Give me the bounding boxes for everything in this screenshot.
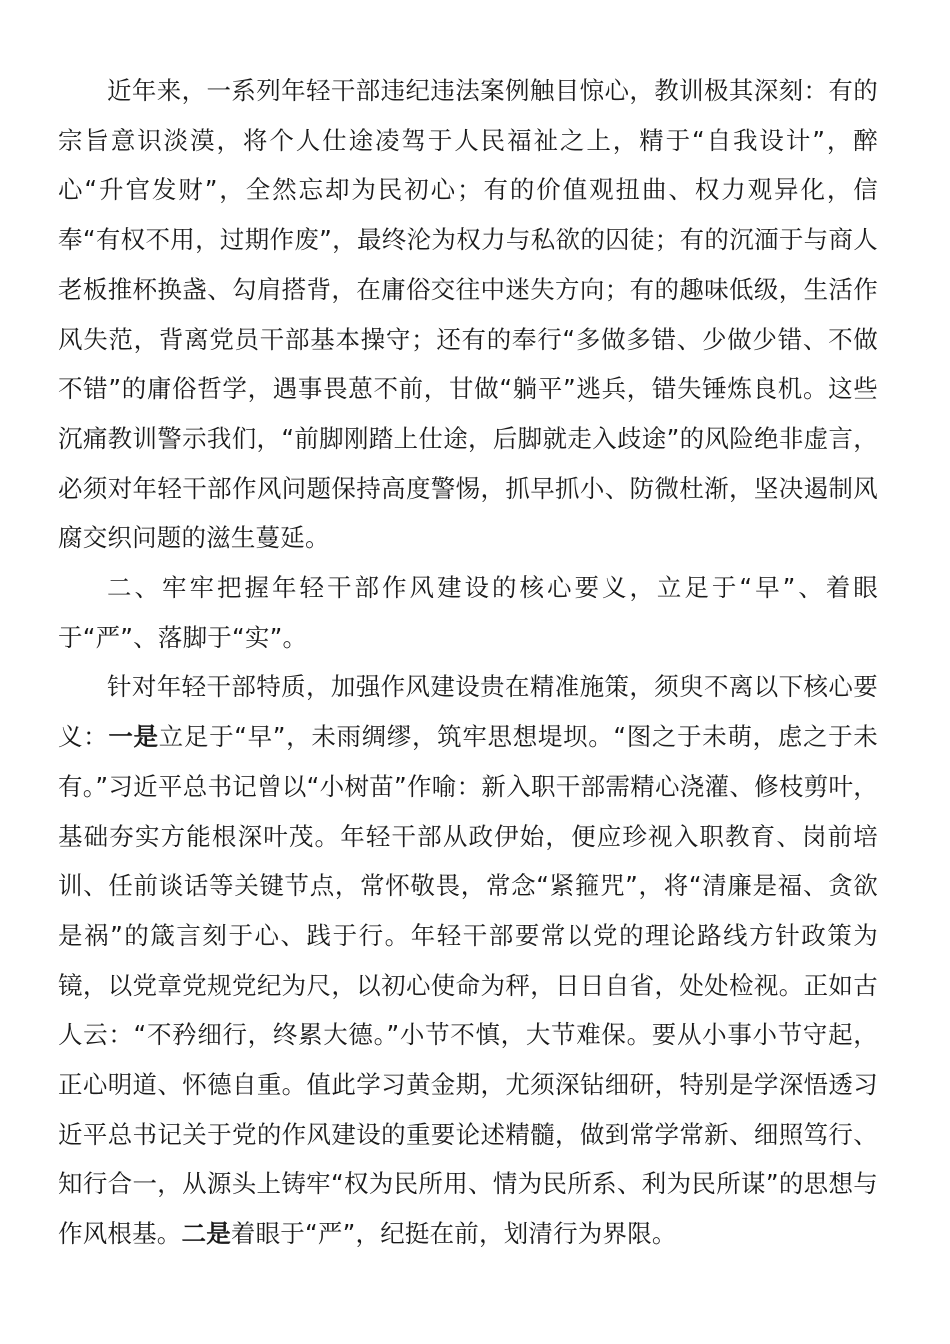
paragraph-core-essentials xyxy=(58,662,878,1258)
paragraph-intro: 针对年轻干部特质，加强作风建设贵在精准施策，须臾不离以下核心要义： xyxy=(58,672,878,752)
document-page xyxy=(58,66,878,1259)
point-2-label: 二是 xyxy=(181,1219,231,1249)
paragraph-case-warnings: 近年来，一系列年轻干部违纪违法案例触目惊心，教训极其深刻：有的宗旨意识淡漠，将个人仕途凌驾于人民福祉之上，精于“自我设计”，醉心“升官发财”，全然忘却为民初心；有的价值观扭曲、权力观异化，信奉“有权不用，过期作废”，最终沦为权力与私欲的囚徒；有的沉湎于与商人老板推杯换盏、勾肩搭背，在庸俗交往中迷失方向；有的趣味低级，生活作风失范，背离党员干部基本操守；还有的奉行“多做多错、少做少错、不做不错”的庸俗哲学，遇事畏葸不前，甘做“躺平”逃兵，错失锤炼良机。这些沉痛教训警示我们，“前脚刚踏上仕途，后脚就走入歧途”的风险绝非虚言，必须对年轻干部作风问题保持高度警惕，抓早抓小、防微杜渐，坚决遏制风腐交织问题的滋生蔓延。 xyxy=(58,76,878,553)
section-heading-2: 二、牢牢把握年轻干部作风建设的核心要义，立足于“早”、着眼于“严”、落脚于“实”。 xyxy=(58,573,878,652)
point-2-text: 着眼于“严”，纪挺在前，划清行为界限。 xyxy=(230,1219,677,1249)
point-1-label: 一是 xyxy=(108,722,159,752)
point-1-text: 立足于“早”，未雨绸缪，筑牢思想堤坝。“图之于未萌，虑之于未有。”习近平总书记曾以“小树苗”作喻：新入职干部需精心浇灌、修枝剪叶，基础夯实方能根深叶茂。年轻干部从政伊始，便应珍视入职教育、岗前培训、任前谈话等关键节点，常怀敬畏，常念“紧箍咒”，将“清廉是福、贪欲是祸”的箴言刻于心、践于行。年轻干部要常以党的理论路线方针政策为镜，以党章党规党纪为尺，以初心使命为秤，日日自省，处处检视。正如古人云：“不矜细行，终累大德。”小节不慎，大节难保。要从小事小节守起，正心明道、怀德自重。值此学习黄金期，尤须深钻细研，特别是学深悟透习近平总书记关于党的作风建设的重要论述精髓，做到常学常新、细照笃行、知行合一，从源头上铸牢“权为民所用、情为民所系、利为民所谋”的思想与作风根基。 xyxy=(58,722,879,1249)
